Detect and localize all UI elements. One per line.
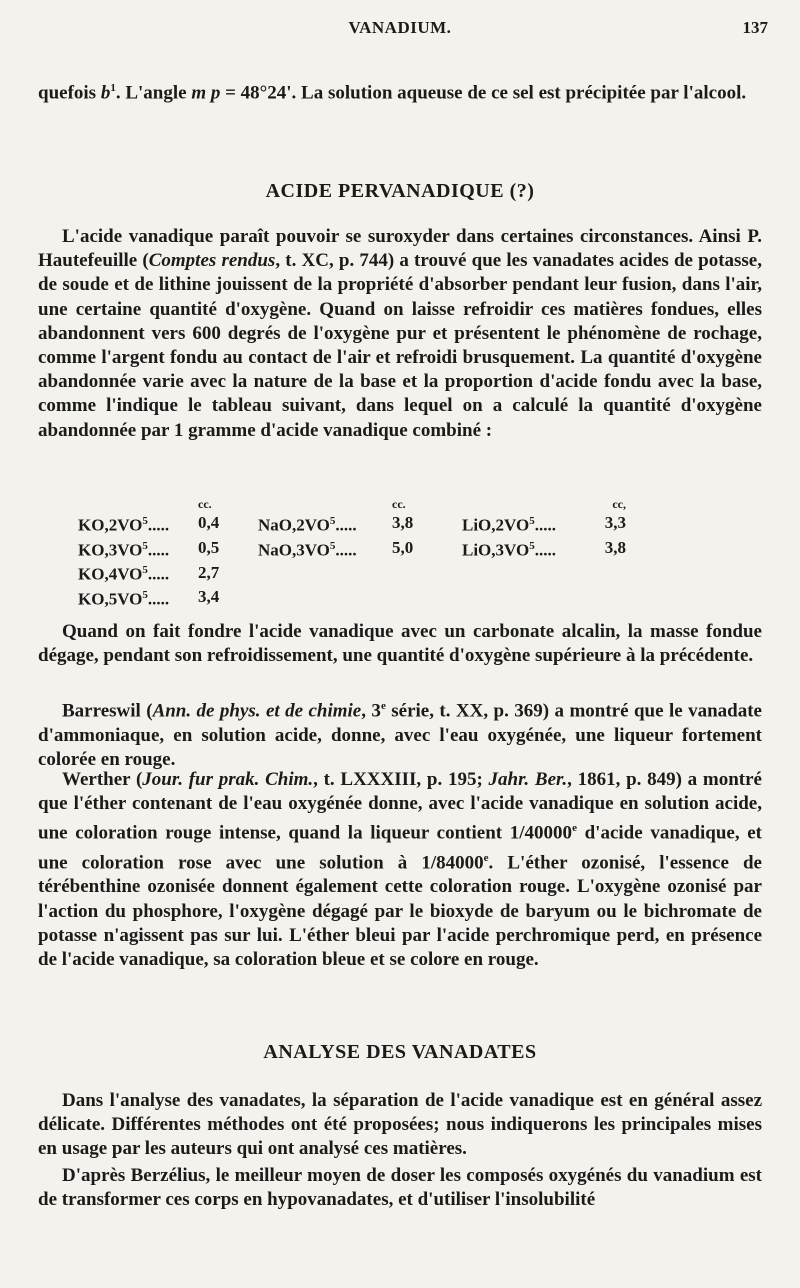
unit-label: cc. xyxy=(198,497,212,511)
pervanadique-paragraph: L'acide vanadique paraît pouvoir se suroxyder dans certaines circonstances. Ainsi P. Hautefeuille (Comptes rendus, t. XC, p. 744) a trouvé que les vanadates acides de potasse, de soude et de lithine jouissent de la propriété d'absorber pendant leur fusion, dans l'air, une certaine quantité d'oxygène. Quand on laisse refroidir ces matières fondues, elles abandonnent vers 600 degrés de l'oxygène pur et présentent le phénomène de rochage, comme l'argent fondu au contact de l'air et refroidi brusquement. La quantité d'oxygène abandonnée varie avec la nature de la base et la proportion d'acide fondu avec la base, comme l'indique le tableau suivant, dans lequel on a calculé la quantité d'oxygène abandonnée par 1 gramme d'acide vanadique combiné : xyxy=(38,226,762,441)
table-row: $KO,3VO^5$..... 0,5 $NaO,3VO^5$..... 5,0 $LiO,3VO^5$..... 3,8 xyxy=(78,537,626,560)
intro-block xyxy=(38,76,762,106)
fusion-paragraph-wrap xyxy=(38,620,762,668)
berzelius-paragraph: D'après Berzélius, le meilleur moyen de doser les composés oxygénés du vanadium est de transformer ces corps en hypovanadates, et d'utiliser l'insolubilité xyxy=(38,1165,762,1211)
oxygen-release-table xyxy=(38,497,626,610)
section-title-pervanadique-wrap xyxy=(38,180,762,203)
table-row: $KO,2VO^5$..... 0,4 $NaO,2VO^5$..... 3,8 $LiO,2VO^5$..... 3,3 xyxy=(78,513,626,535)
barreswil-paragraph-wrap xyxy=(38,694,762,772)
fusion-paragraph: Quand on fait fondre l'acide vanadique avec un carbonate alcalin, la masse fondue dégage, pendant son refroidissement, une quantité d'oxygène supérieure à la précédente. xyxy=(38,621,762,667)
analyse-paragraph-wrap xyxy=(38,1089,762,1162)
berzelius-paragraph-wrap xyxy=(38,1164,762,1212)
running-title: VANADIUM. xyxy=(348,18,452,37)
section-title-analyse-wrap xyxy=(38,1041,762,1064)
unit-label: cc. xyxy=(392,497,406,511)
table-row: $KO,5VO^5$..... 3,4 xyxy=(78,587,220,609)
table-unit-row xyxy=(38,497,626,511)
intro-paragraph: quefois $b^1$. L'angle m p = 48°24'. La solution aqueuse de ce sel est précipitée par l'alcool. xyxy=(38,82,747,104)
running-header xyxy=(0,14,800,44)
unit-label: cc, xyxy=(612,497,626,511)
oxygen-table xyxy=(38,497,762,610)
barreswil-paragraph: Barreswil (Ann. de phys. et de chimie, 3e série, t. XX, p. 369) a montré que le vanadate d'ammoniaque, en solution acide, donne, avec l'eau oxygénée, une liqueur fortement colorée en rouge. xyxy=(38,700,762,770)
table-row: $KO,4VO^5$..... 2,7 xyxy=(78,562,220,584)
werther-paragraph-wrap xyxy=(38,768,762,972)
analyse-paragraph: Dans l'analyse des vanadates, la séparation de l'acide vanadique est en général assez délicate. Différentes méthodes ont été proposées; nous indiquerons les principales mises en usage par les auteurs qui ont analysé ces matières. xyxy=(38,1090,762,1160)
werther-paragraph: Werther (Jour. fur prak. Chim., t. LXXXIII, p. 195; Jahr. Ber., 1861, p. 849) a montré que l'éther contenant de l'eau oxygénée donne, avec l'acide vanadique en solution acide, une coloration rouge intense, quand la liqueur contient 1/40000e d'acide vanadique, et une coloration rose avec une solution à 1/84000e. L'éther ozonisé, l'essence de térébenthine ozonisée donnent également cette coloration rouge. L'oxygène ozonisé par l'action du phosphore, l'oxygène dégagé par le bioxyde de baryum ou le bichromate de potasse n'agissent pas sur lui. L'éther bleui par l'acide perchromique perd, en présence de l'acide vanadique, sa coloration bleue et se colore en rouge. xyxy=(38,769,762,971)
section-title-analyse: ANALYSE DES VANADATES xyxy=(263,1041,537,1063)
page-number: 137 xyxy=(742,18,768,37)
pervanadique-paragraph-wrap xyxy=(38,225,762,443)
section-title-pervanadique: ACIDE PERVANADIQUE (?) xyxy=(265,180,535,202)
